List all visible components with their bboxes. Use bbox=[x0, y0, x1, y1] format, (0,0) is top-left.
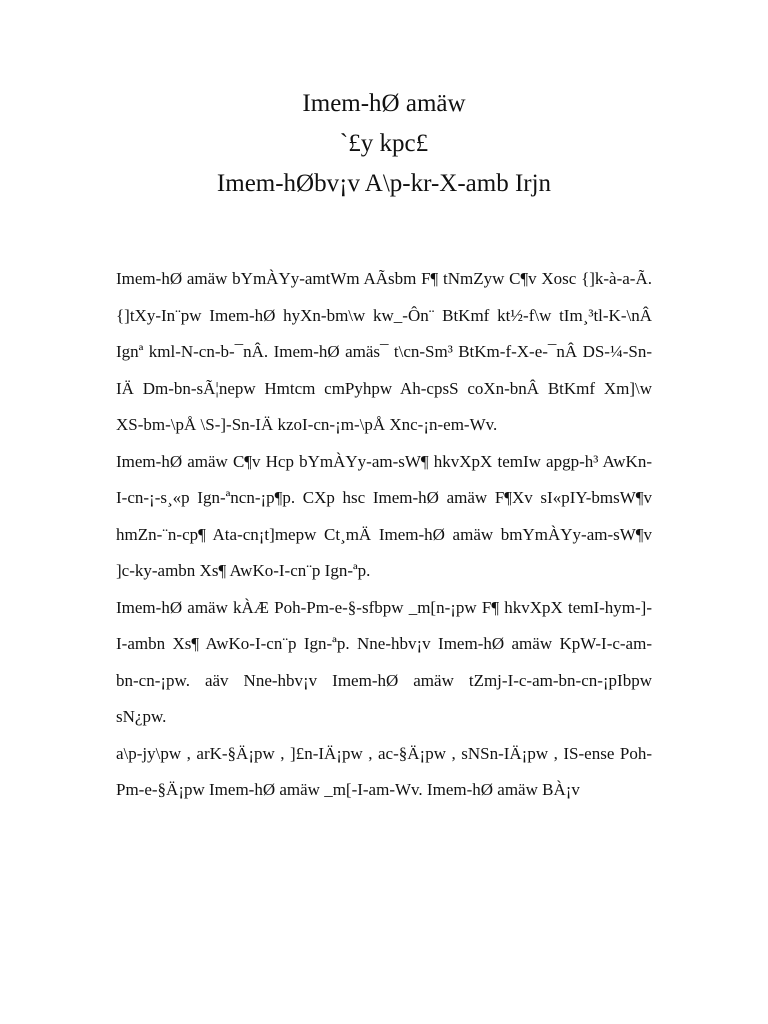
title-line-2: `£y kpc£ bbox=[339, 130, 429, 157]
title-block bbox=[0, 84, 768, 204]
title-line-1: Imem-hØ amäw bbox=[302, 90, 466, 117]
paragraph-4: a\p-jy\pw , arK-§Ä¡pw , ]£n-IÄ¡pw , ac-§Ä¡pw , sNSn-IÄ¡pw , IS-ense Poh-Pm-e-§Ä¡pw Imem-hØ amäw _m[-I-am-Wv. Imem-hØ amäw BÀ¡v bbox=[116, 743, 652, 799]
paragraph-1: Imem-hØ amäw bYmÀYy-amtWm AÃsbm F¶ tNmZyw C¶v Xosc {]k-à-a-Ã. {]tXy-In¨pw Imem-hØ hyXn-bm\w kw_-Ôn¨ BtKmf kt½-f\w tIm¸³tl-K-\nÂ Ignª kml-N-cn-b-¯nÂ. Imem-hØ amäs¯ t\cn-Sm³ BtKm-f-X-e-¯nÂ DS-¼-Sn-IÄ Dm-bn-sÃ¦nepw Hmtcm cmPyhpw Ah-cpsS coXn-bnÂ BtKmf Xm]\w XS-bm-\pÅ \S-]-Sn-IÄ kzoI-cn-¡m-\pÅ Xnc-¡n-em-Wv. bbox=[116, 269, 652, 434]
paragraph-3: Imem-hØ amäw kÀÆ Poh-Pm-e-§-sfbpw _m[n-¡pw F¶ hkvXpX temI-hym-]-I-ambn Xs¶ AwKo-I-cn¨p Ign-ªp. Nne-hbv¡v Imem-hØ amäw KpW-I-c-am-bn-cn-¡pw. aäv Nne-hbv¡v Imem-hØ amäw tZmj-I-c-am-bn-cn-¡pIbpw sN¿pw. bbox=[116, 597, 652, 726]
paragraph-2: Imem-hØ amäw C¶v Hcp bYmÀYy-am-sW¶ hkvXpX temIw apgp-h³ AwKn-I-cn-¡-s¸«p Ign-ªncn-¡p¶p. CXp hsc Imem-hØ amäw F¶Xv sI«pIY-bmsW¶v hmZn-¨n-cp¶ Ata-cn¡t]mepw Ct¸mÄ Imem-hØ amäw bmYmÀYy-am-sW¶v ]c-ky-ambn Xs¶ AwKo-I-cn¨p Ign-ªp. bbox=[116, 451, 652, 580]
body-text bbox=[116, 261, 652, 809]
title-line-3: Imem-hØbv¡v A\p-kr-X-amb Irjn bbox=[216, 170, 552, 197]
